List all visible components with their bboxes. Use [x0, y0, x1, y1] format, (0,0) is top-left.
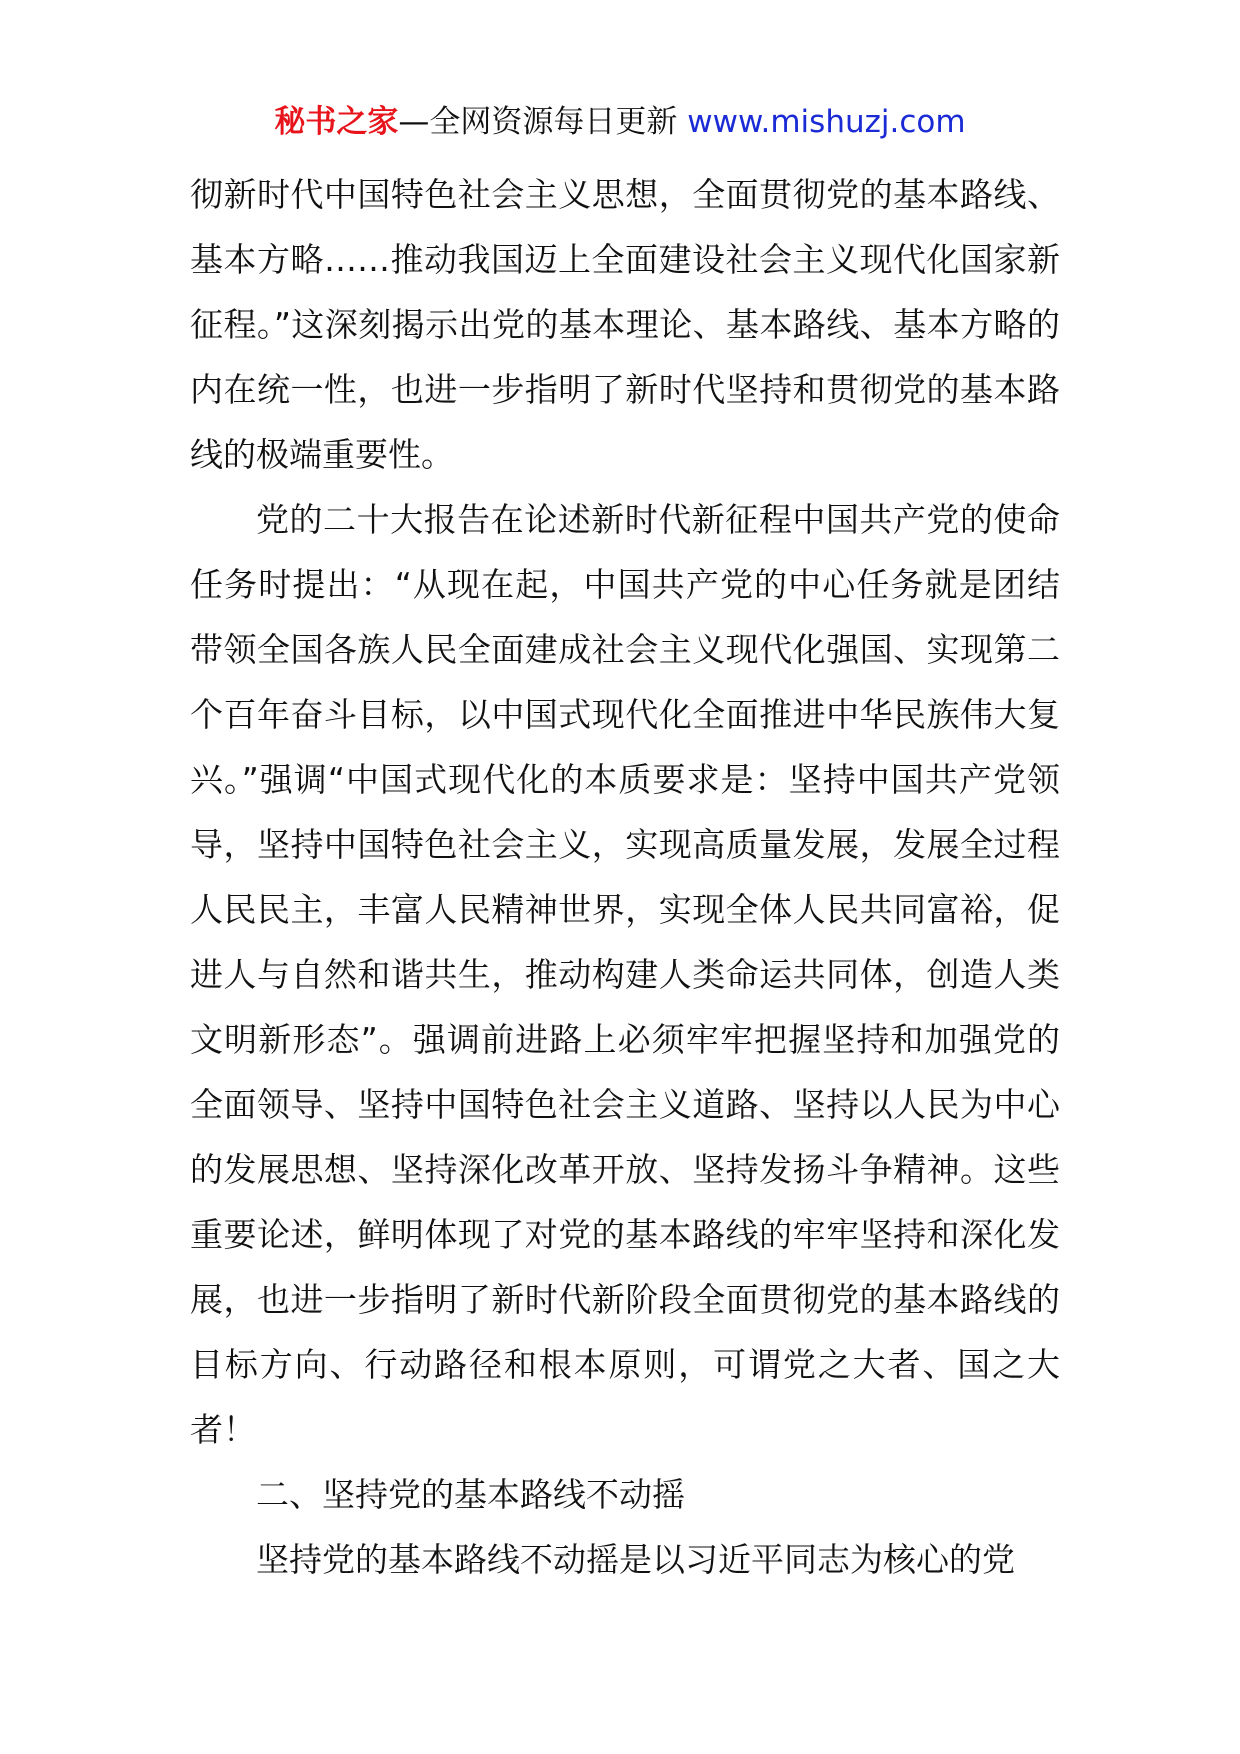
section-heading: 二、坚持党的基本路线不动摇: [256, 1475, 685, 1514]
document-body: [190, 162, 1060, 1592]
header-tagline: —全网资源每日更新: [398, 104, 688, 140]
site-header: [0, 100, 1240, 144]
paragraph-section-start: 坚持党的基本路线不动摇是以习近平同志为核心的党: [256, 1540, 1015, 1579]
site-url-link[interactable]: www.mishuzj.com: [687, 104, 966, 140]
paragraph-continuation: 彻新时代中国特色社会主义思想，全面贯彻党的基本路线、基本方略……推动我国迈上全面建设社会主义现代化国家新征程。”这深刻揭示出党的基本理论、基本路线、基本方略的内在统一性，也进一步指明了新时代坚持和贯彻党的基本路线的极端重要性。: [190, 175, 1060, 474]
paragraph-mission: 党的二十大报告在论述新时代新征程中国共产党的使命任务时提出：“从现在起，中国共产党的中心任务就是团结带领全国各族人民全面建成社会主义现代化强国、实现第二个百年奋斗目标，以中国式现代化全面推进中华民族伟大复兴。”强调“中国式现代化的本质要求是：坚持中国共产党领导，坚持中国特色社会主义，实现高质量发展，发展全过程人民民主，丰富人民精神世界，实现全体人民共同富裕，促进人与自然和谐共生，推动构建人类命运共同体，创造人类文明新形态”。强调前进路上必须牢牢把握坚持和加强党的全面领导、坚持中国特色社会主义道路、坚持以人民为中心的发展思想、坚持深化改革开放、坚持发扬斗争精神。这些重要论述，鲜明体现了对党的基本路线的牢牢坚持和深化发展，也进一步指明了新时代新阶段全面贯彻党的基本路线的目标方向、行动路径和根本原则，可谓党之大者、国之大者！: [190, 500, 1060, 1449]
brand-name: 秘书之家: [274, 104, 399, 140]
